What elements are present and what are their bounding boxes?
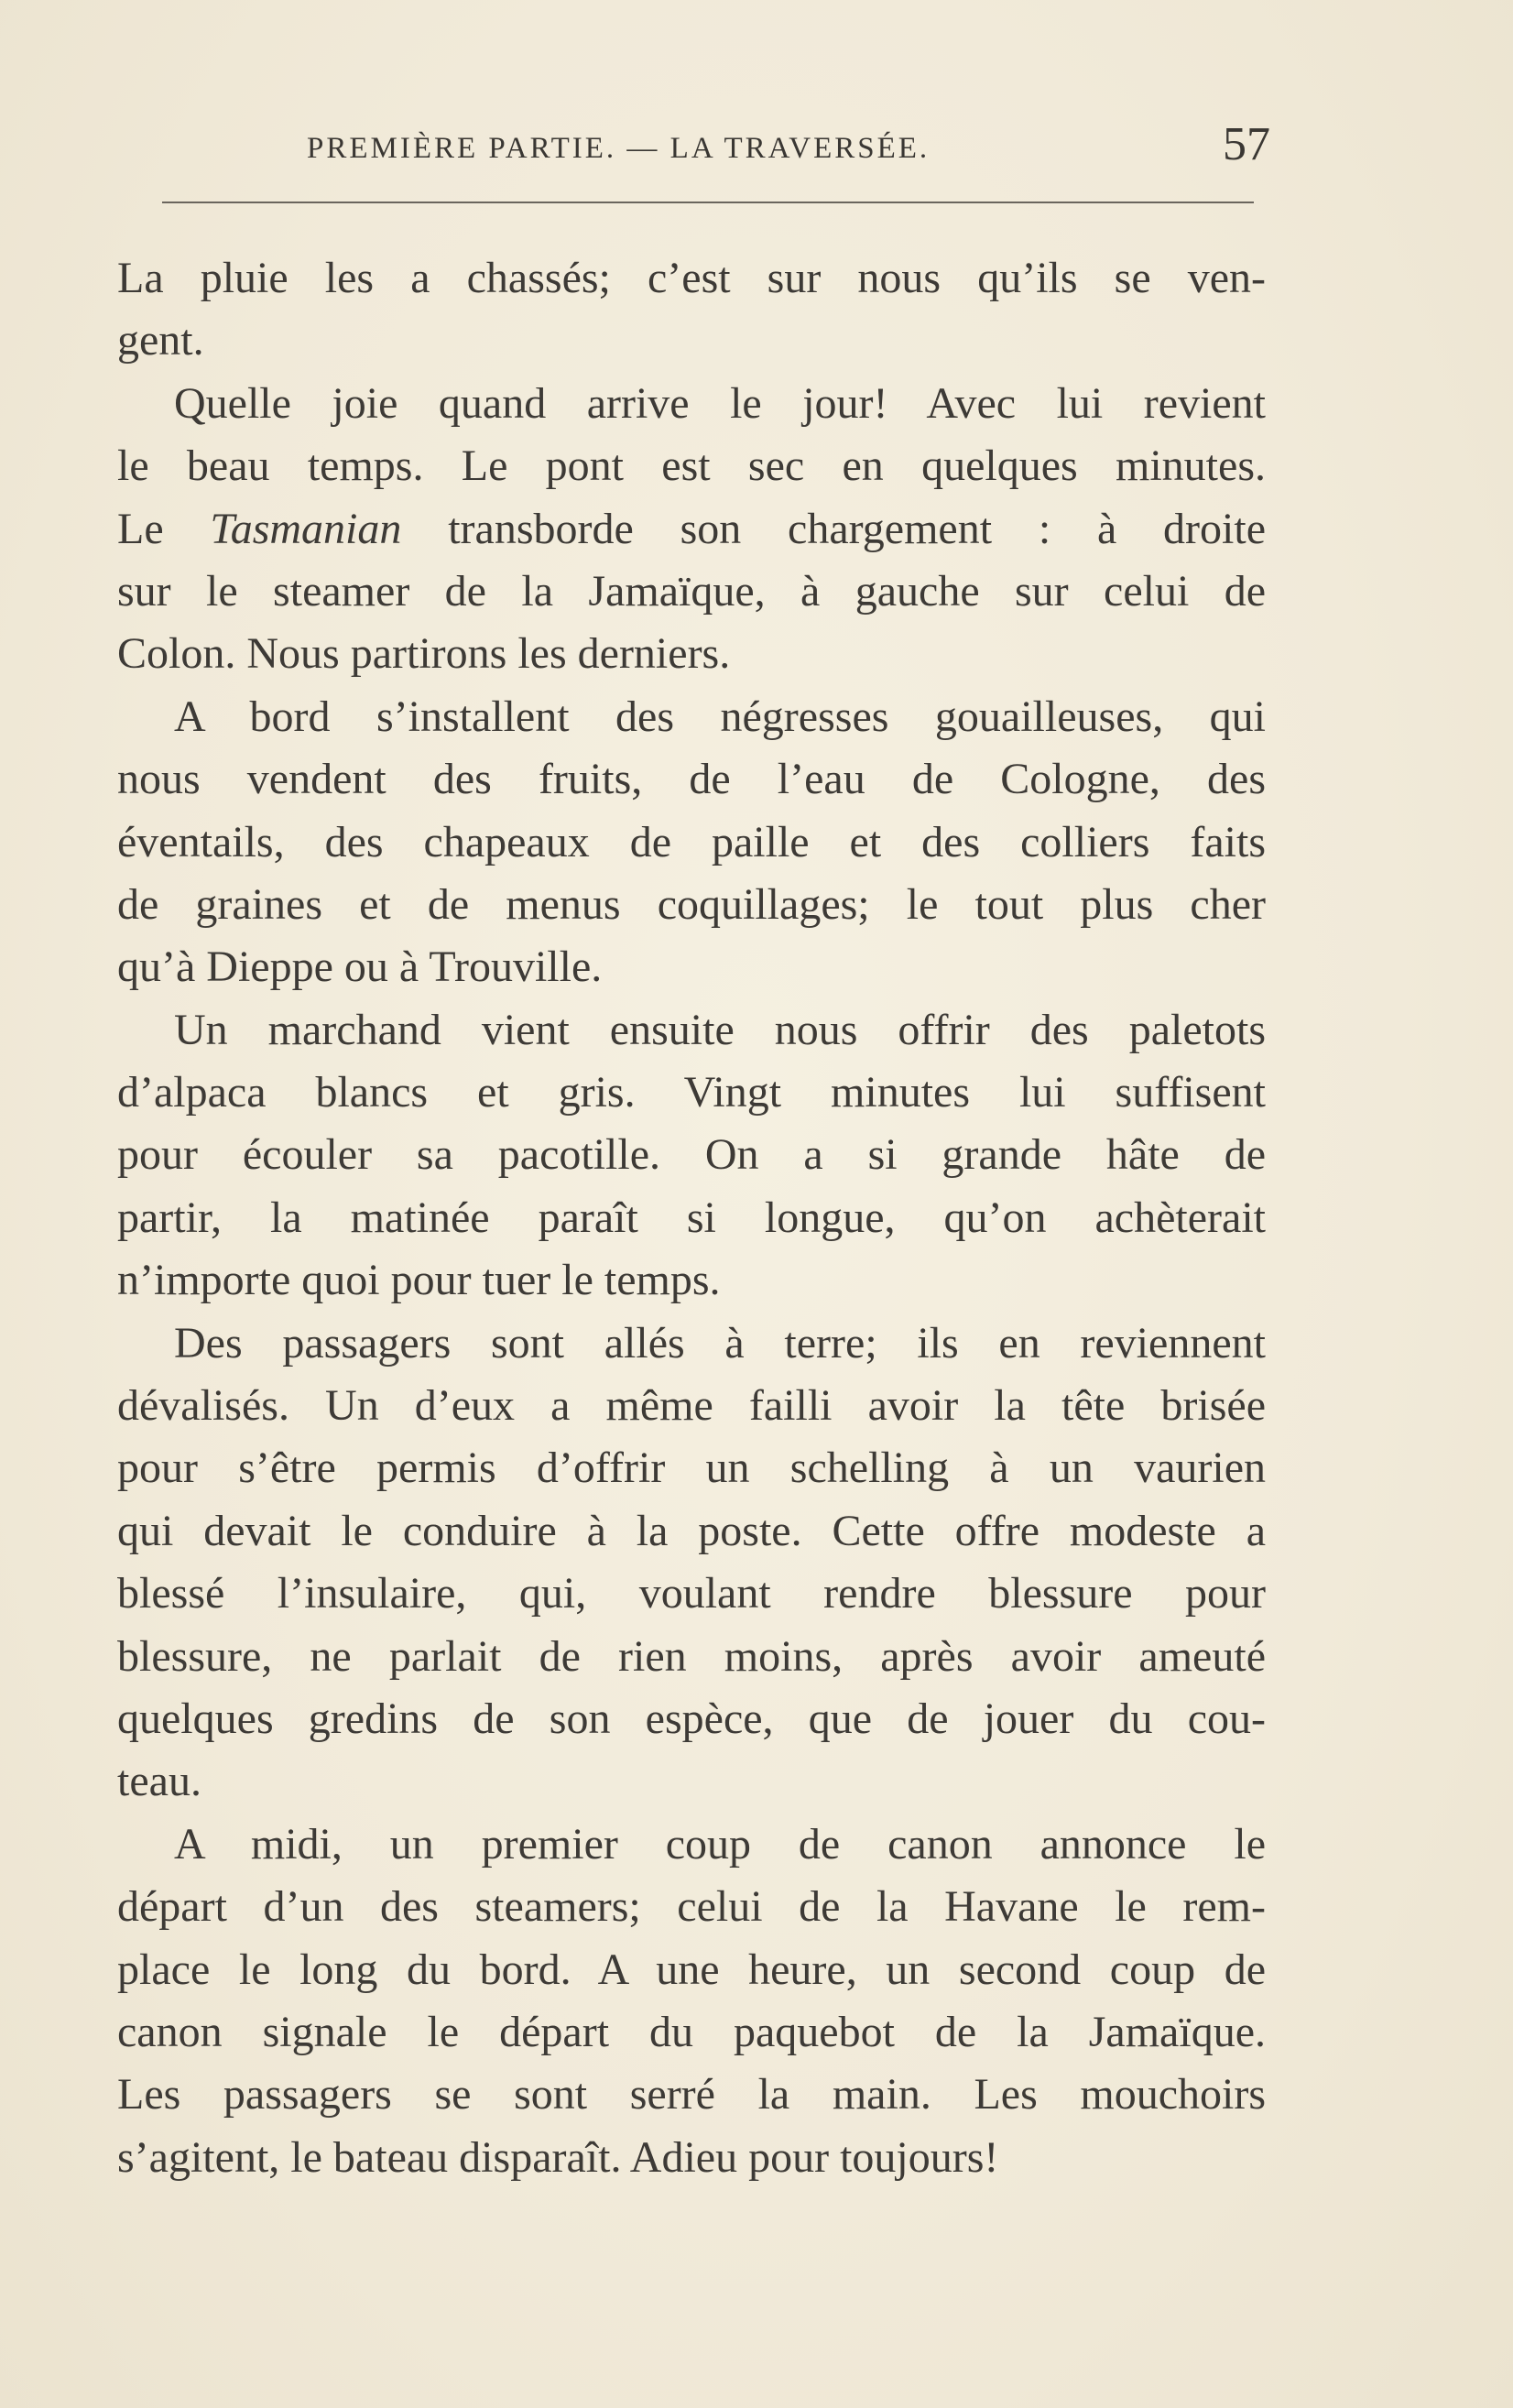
- text-line: Des passagers sont allés à terre; ils en reviennent: [174, 1318, 1266, 1367]
- text-line: s’agitent, le bateau disparaît. Adieu pour toujours!: [117, 2132, 999, 2182]
- text-fragment: transborde son chargement : à droite: [448, 504, 1266, 553]
- text-line: Un marchand vient ensuite nous offrir des paletots: [174, 1005, 1266, 1054]
- text-line: A midi, un premier coup de canon annonce le: [174, 1819, 1266, 1869]
- text-line: sur le steamer de la Jamaïque, à gauche sur celui de: [117, 566, 1266, 616]
- text-line: place le long du bord. A une heure, un second coup de: [117, 1945, 1266, 1994]
- text-line: nous vendent des fruits, de l’eau de Cologne, des: [117, 755, 1266, 804]
- header-rule: [162, 202, 1254, 203]
- text-line: canon signale le départ du paquebot de la Jamaïque.: [117, 2007, 1266, 2056]
- text-line: Quelle joie quand arrive le jour! Avec lui revient: [174, 378, 1266, 428]
- running-title: PREMIÈRE PARTIE. — LA TRAVERSÉE.: [307, 132, 931, 165]
- text-fragment: Le: [117, 504, 164, 553]
- text-line: le beau temps. Le pont est sec en quelques minutes.: [117, 441, 1266, 491]
- text-line: A bord s’installent des négresses gouailleuses, qui: [174, 692, 1266, 741]
- text-line: qui devait le conduire à la poste. Cette offre modeste a: [117, 1506, 1266, 1555]
- page-header: [307, 117, 1270, 176]
- page-number: 57: [1223, 118, 1270, 170]
- body-text: [117, 247, 1266, 2189]
- text-line: teau.: [117, 1757, 201, 1806]
- text-line: Colon. Nous partirons les derniers.: [117, 629, 731, 679]
- text-line: éventails, des chapeaux de paille et des colliers faits: [117, 817, 1266, 866]
- text-line: de graines et de menus coquillages; le tout plus cher: [117, 879, 1266, 929]
- text-line: pour s’être permis d’offrir un schelling à un vaurien: [117, 1444, 1266, 1493]
- text-line: partir, la matinée paraît si longue, qu’on achèterait: [117, 1193, 1266, 1242]
- text-line: pour écouler sa pacotille. On a si grande hâte de: [117, 1130, 1266, 1180]
- text-line: n’importe quoi pour tuer le temps.: [117, 1256, 721, 1305]
- text-line: quelques gredins de son espèce, que de jouer du cou-: [117, 1694, 1266, 1743]
- text-line: gent.: [117, 316, 204, 365]
- ship-name: Tasmanian: [210, 504, 402, 553]
- text-line: [117, 498, 1266, 561]
- text-line: blessé l’insulaire, qui, voulant rendre blessure pour: [117, 1569, 1266, 1618]
- text-line: dévalisés. Un d’eux a même failli avoir la tête brisée: [117, 1381, 1266, 1431]
- text-line: qu’à Dieppe ou à Trouville.: [117, 942, 603, 992]
- text-line: départ d’un des steamers; celui de la Havane le rem-: [117, 1882, 1266, 1932]
- text-line: d’alpaca blancs et gris. Vingt minutes lui suffisent: [117, 1068, 1266, 1117]
- text-line: Les passagers se sont serré la main. Les mouchoirs: [117, 2070, 1266, 2119]
- text-line: La pluie les a chassés; c’est sur nous qu’ils se ven-: [117, 254, 1266, 302]
- text-line: blessure, ne parlait de rien moins, après avoir ameuté: [117, 1631, 1266, 1681]
